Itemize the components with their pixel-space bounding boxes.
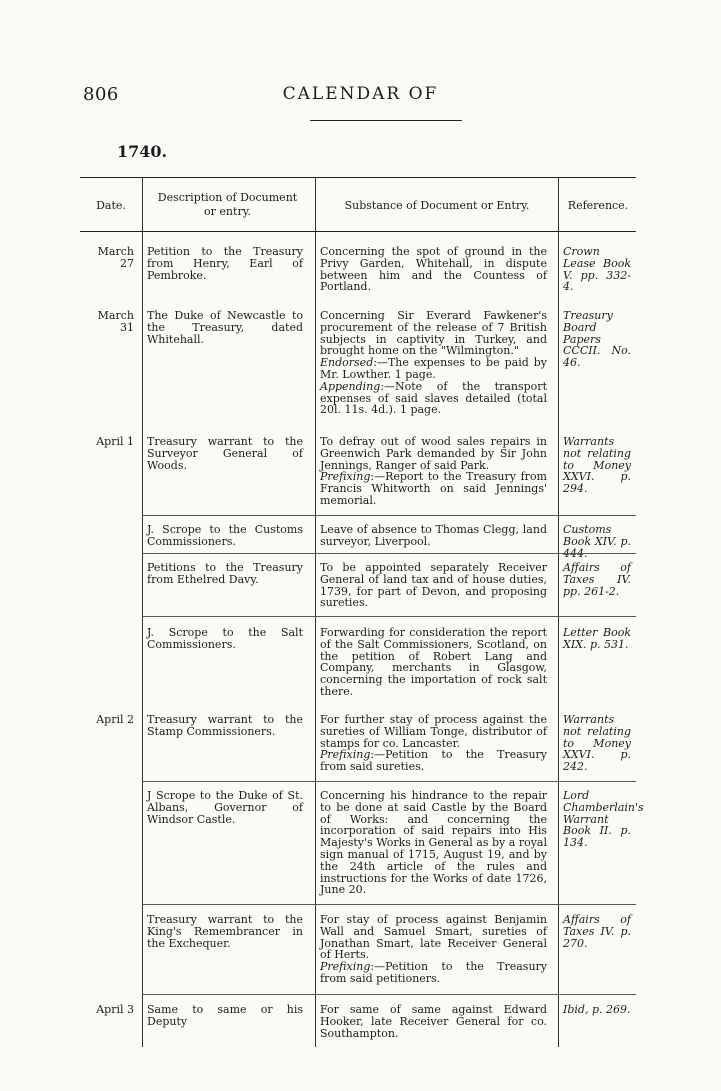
entry-description: Treasury warrant to the King's Remembrancer in the Exchequer. [147,913,303,950]
entry-note [320,357,547,381]
entry-note [320,471,547,506]
running-title: CALENDAR OF [282,84,439,104]
entry-reference: Warrants not relating to Money XXVI. p. 294. [563,435,631,496]
row-separator [315,515,558,516]
entry-description: Same to same or his Deputy [147,1003,303,1028]
row-separator [142,994,315,995]
row-separator [315,904,558,905]
table-header-rule [80,231,636,232]
row-separator [558,904,636,905]
entry-substance: Concerning the spot of ground in the Privy Garden, Whitehall, in dispute between him and the Countess of Portland. [320,245,547,294]
entry-substance: For further stay of process against the sureties of William Tonge, distributor of stamps for co. Lancaster. [320,713,547,750]
entry-substance: Concerning his hindrance to the repair to be done at said Castle by the Board of Works: and concerning the incorporation of said repairs into His Majesty's Works in General as by a royal sign manual of 1715, August 19, and by the 24th article of the rules and instructions for the Works of date 1726, June 20. [320,789,547,897]
note-label: Appending [320,379,381,393]
row-separator [142,616,315,617]
entry-reference: Treasury Board Papers CCCII. No. 46. [563,309,631,370]
row-separator [558,616,636,617]
entry-note [320,961,547,985]
note-text: :—Petition to the Treasury from said sureties. [320,748,547,774]
entry-substance-block [320,914,547,985]
entry-date: March 31 [97,309,134,334]
entry-substance: For same of same against Edward Hooker, late Receiver General for co. Southampton. [320,1003,547,1040]
column-divider-substance [558,177,559,1047]
row-separator [142,904,315,905]
note-text: :—Note of the transport expenses of said slaves detailed (total 20l. 11s. 4d.). 1 page. [320,379,547,417]
entry-description: J. Scrope to the Salt Commissioners. [147,626,303,651]
note-label: Endorsed [320,356,374,370]
row-separator [558,994,636,995]
entry-substance: To defray out of wood sales repairs in Greenwich Park demanded by Sir John Jennings, Ranger of said Park. [320,435,547,472]
entry-description: The Duke of Newcastle to the Treasury, dated Whitehall. [147,309,303,346]
entry-note [320,381,547,416]
column-header-description: Description of Document or entry. [157,191,298,218]
entry-reference: Letter Book XIX. p. 531. [563,626,631,651]
row-separator [558,515,636,516]
entry-reference: Lord Chamberlain's Warrant Book II. p. 134. [563,789,644,850]
header-rule [310,120,462,121]
row-separator [558,553,636,554]
entry-substance: Forwarding for consideration the report of the Salt Commissioners, Scotland, on the petition of Robert Lang and Company, merchants in Glasgow, concerning the importation of rock salt there. [320,626,547,698]
note-label: Prefixing [320,960,371,974]
row-separator [142,553,315,554]
entry-substance-block [320,436,547,507]
note-text: :—Report to the Treasury from Francis Whitworth on said Jennings' memorial. [320,470,547,507]
entry-substance: To be appointed separately Receiver General of land tax and of house duties, 1739, for part of Devon, and proposing sureties. [320,561,547,610]
entry-substance-block [320,310,547,416]
entry-description: Petitions to the Treasury from Ethelred Davy. [147,561,303,586]
entry-description: Petition to the Treasury from Henry, Earl of Pembroke. [147,245,303,282]
row-separator [558,781,636,782]
entry-substance: For stay of process against Benjamin Wall and Samuel Smart, sureties of Jonathan Smart, late Receiver General of Herts. [320,913,547,962]
entry-date: April 1 [96,435,134,448]
row-separator [315,781,558,782]
entry-substance: Leave of absence to Thomas Clegg, land surveyor, Liverpool. [320,523,547,548]
entry-reference: Customs Book XIV. p. 444. [563,523,631,560]
row-separator [315,553,558,554]
column-divider-description [315,177,316,1047]
entry-reference: Warrants not relating to Money XXVI. p. 242. [563,713,631,774]
entry-description: Treasury warrant to the Surveyor General of Woods. [147,435,303,472]
entry-description: J. Scrope to the Customs Commissioners. [147,523,303,548]
column-divider-date [142,177,143,1047]
entry-description: Treasury warrant to the Stamp Commissioners. [147,713,303,738]
note-text: :—Petition to the Treasury from said petitioners. [320,960,547,985]
entry-date: April 2 [96,713,134,726]
note-label: Prefixing [320,748,371,762]
entry-note [320,749,547,773]
note-text: :—The expenses to be paid by Mr. Lowther. 1 page. [320,356,547,381]
note-label: Prefixing [320,470,371,484]
column-header-reference: Reference. [567,199,629,212]
entry-reference: Affairs of Taxes IV. pp. 261-2. [563,561,631,598]
entry-substance-block [320,714,547,773]
entry-reference: Affairs of Taxes IV. p. 270. [563,913,631,950]
column-header-date: Date. [96,199,126,212]
row-separator [142,781,315,782]
row-separator [142,515,315,516]
entry-substance: Concerning Sir Everard Fawkener's procurement of the release of 7 British subjects in captivity in Turkey, and brought home on the "Wilmington." [320,309,547,358]
row-separator [315,616,558,617]
entry-reference: Crown Lease Book V. pp. 332-4. [563,245,631,294]
entry-date: April 3 [96,1003,134,1016]
column-header-substance: Substance of Document or Entry. [344,199,530,212]
year-heading: 1740. [117,142,168,161]
page-number: 806 [83,84,119,105]
entry-description: J Scrope to the Duke of St. Albans, Governor of Windsor Castle. [147,789,303,826]
entry-date: March 27 [97,245,134,270]
row-separator [315,994,558,995]
table-top-rule [80,177,636,178]
entry-reference: Ibid, p. 269. [563,1003,631,1016]
